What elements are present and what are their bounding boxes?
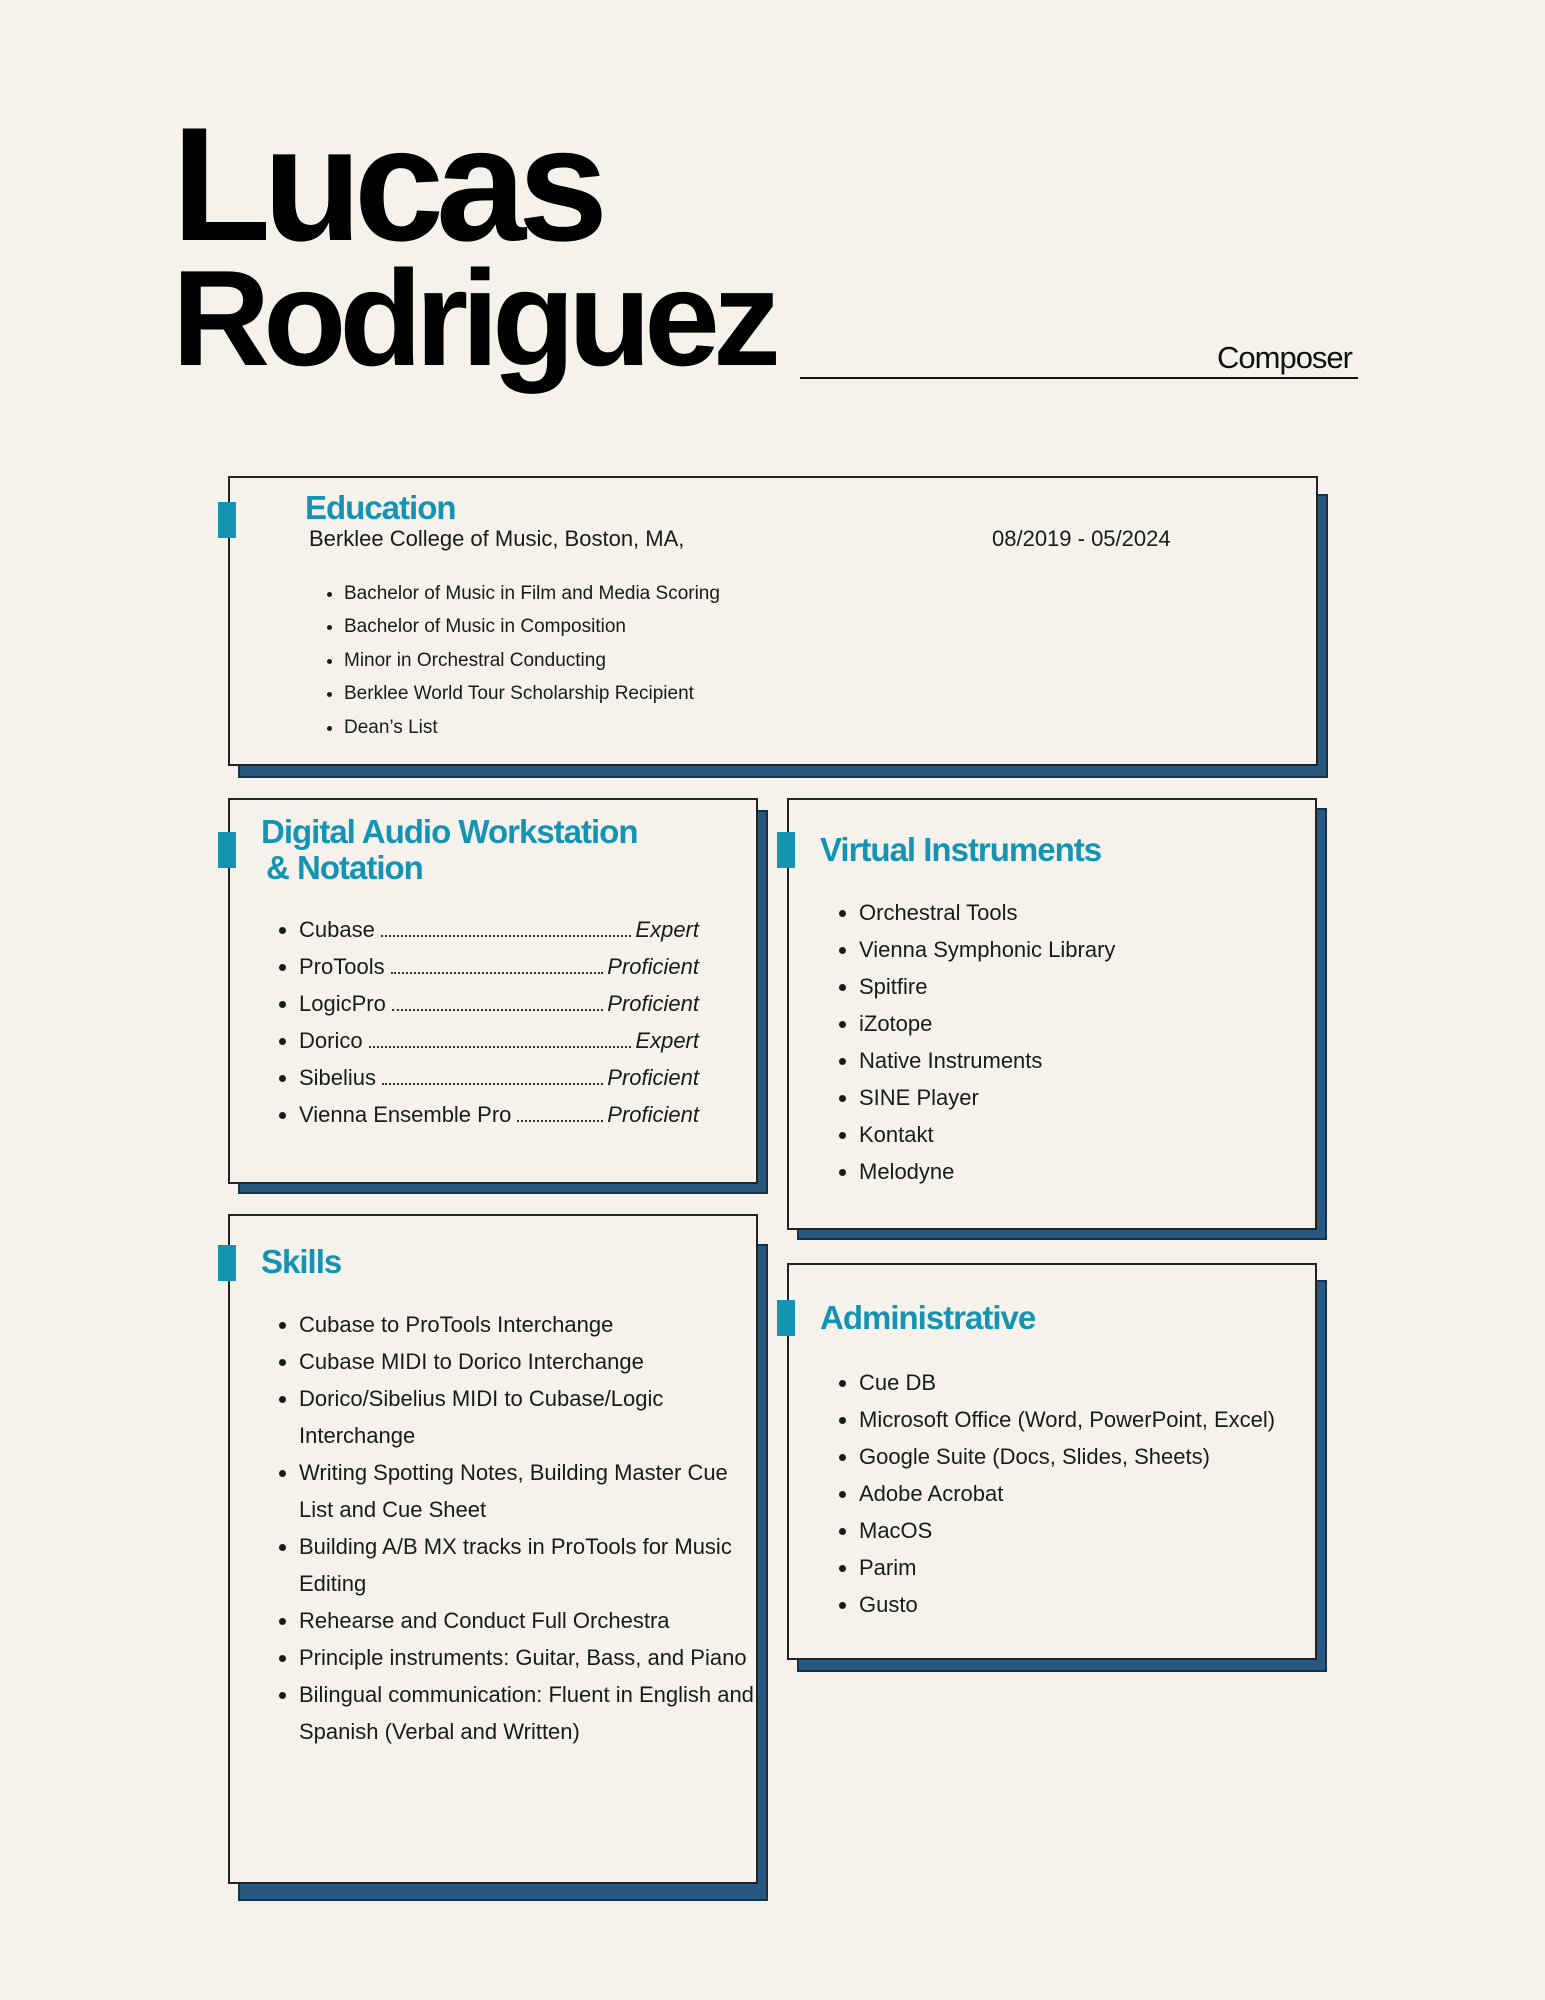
education-tab-marker xyxy=(218,502,236,538)
list-item: • Dorico Expert xyxy=(299,1022,699,1059)
daw-title-line1: Digital Audio Workstation xyxy=(261,813,638,850)
list-item: • Parim xyxy=(859,1549,1275,1586)
list-item: • Vienna Ensemble Pro Proficient xyxy=(299,1096,699,1133)
list-item: • LogicPro Proficient xyxy=(299,985,699,1022)
education-list xyxy=(310,577,720,744)
list-item: • Sibelius Proficient xyxy=(299,1059,699,1096)
admin-title: Administrative xyxy=(820,1299,1036,1336)
list-item: • Melodyne xyxy=(859,1153,1115,1190)
list-item: • Rehearse and Conduct Full Orchestra xyxy=(299,1602,759,1639)
admin-list xyxy=(825,1364,1275,1623)
list-item: • Writing Spotting Notes, Building Master Cue List and Cue Sheet xyxy=(299,1454,759,1528)
list-item: • ProTools Proficient xyxy=(299,948,699,985)
vi-title: Virtual Instruments xyxy=(820,831,1102,868)
first-name: Lucas xyxy=(172,94,601,275)
role-title: Composer xyxy=(1217,340,1352,375)
list-item: • Building A/B MX tracks in ProTools for Music Editing xyxy=(299,1528,759,1602)
list-item: • Principle instruments: Guitar, Bass, and Piano xyxy=(299,1639,759,1676)
skills-tab-marker xyxy=(218,1245,236,1281)
list-item: • Spitfire xyxy=(859,968,1115,1005)
list-item: • Cue DB xyxy=(859,1364,1275,1401)
daw-title-line2: & Notation xyxy=(266,849,423,886)
vi-list xyxy=(825,894,1115,1190)
list-item: • Dorico/Sibelius MIDI to Cubase/Logic Interchange xyxy=(299,1380,759,1454)
education-title: Education xyxy=(305,489,456,526)
list-item: • Bilingual communication: Fluent in English and Spanish (Verbal and Written) xyxy=(299,1676,759,1750)
list-item: • SINE Player xyxy=(859,1079,1115,1116)
last-name: Rodriguez xyxy=(172,242,774,394)
list-item: • Minor in Orchestral Conducting xyxy=(344,644,720,677)
vi-tab-marker xyxy=(777,832,795,868)
role-underline xyxy=(800,377,1358,379)
list-item: • Bachelor of Music in Composition xyxy=(344,610,720,643)
list-item: • Cubase Expert xyxy=(299,911,699,948)
daw-tab-marker xyxy=(218,832,236,868)
list-item: • MacOS xyxy=(859,1512,1275,1549)
list-item: • Cubase MIDI to Dorico Interchange xyxy=(299,1343,759,1380)
education-dates: 08/2019 - 05/2024 xyxy=(992,526,1171,551)
list-item: • Berklee World Tour Scholarship Recipient xyxy=(344,677,720,710)
list-item: • Vienna Symphonic Library xyxy=(859,931,1115,968)
education-school: Berklee College of Music, Boston, MA, xyxy=(309,526,685,551)
list-item: • Gusto xyxy=(859,1586,1275,1623)
list-item: • Bachelor of Music in Film and Media Scoring xyxy=(344,577,720,610)
daw-list xyxy=(265,911,699,1133)
skills-title: Skills xyxy=(261,1243,342,1280)
admin-tab-marker xyxy=(777,1300,795,1336)
list-item: • Cubase to ProTools Interchange xyxy=(299,1306,759,1343)
skills-list xyxy=(265,1306,759,1750)
list-item: • Native Instruments xyxy=(859,1042,1115,1079)
list-item: • Orchestral Tools xyxy=(859,894,1115,931)
list-item: • Kontakt xyxy=(859,1116,1115,1153)
list-item: • Adobe Acrobat xyxy=(859,1475,1275,1512)
list-item: • Google Suite (Docs, Slides, Sheets) xyxy=(859,1438,1275,1475)
list-item: • Dean’s List xyxy=(344,711,720,744)
list-item: • iZotope xyxy=(859,1005,1115,1042)
list-item: • Microsoft Office (Word, PowerPoint, Excel) xyxy=(859,1401,1275,1438)
